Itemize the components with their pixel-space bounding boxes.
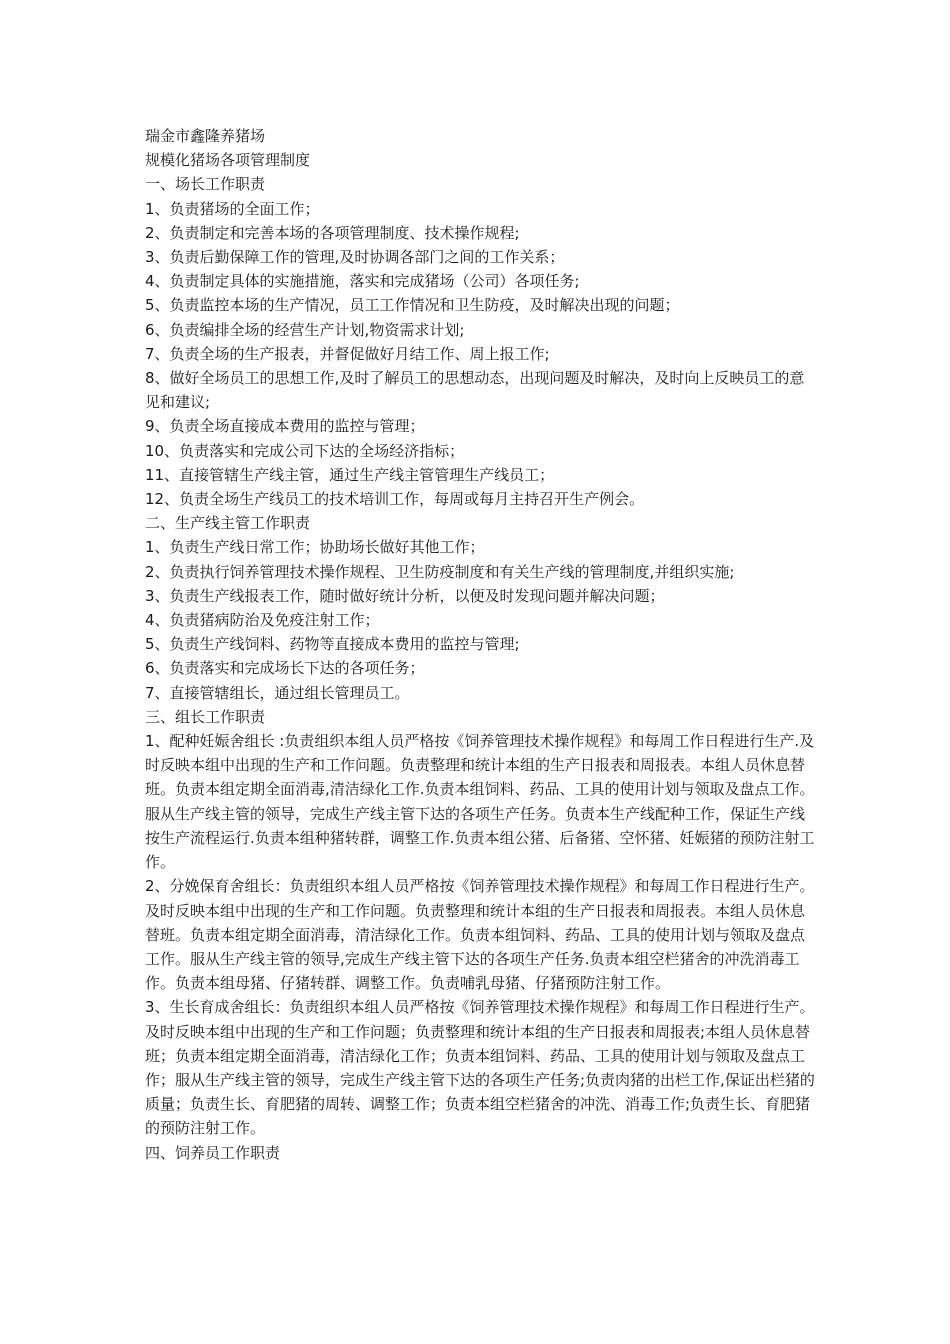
document-subtitle: 规模化猪场各项管理制度 xyxy=(145,151,311,170)
list-item: 5、负责生产线饲料、药物等直接成本费用的监控与管理; xyxy=(145,635,520,654)
document-page xyxy=(145,124,815,1165)
list-item: 2、分娩保育舍组长：负责组织本组人员严格按《饲养管理技术操作规程》和每周工作日程进行生产。及时反映本组中出现的生产和工作问题。负责整理和统计本组的生产日报表和周报表。本组人员休息替班。负责本组定期全面消毒，清洁绿化工作。负责本组饲料、药品、工具的使用计划与领取及盘点工作。服从生产线主管的领导,完成生产线主管下达的各项生产任务.负责本组空栏猪舍的冲洗消毒工作。负责本组母猪、仔猪转群、调整工作。负责哺乳母猪、仔猪预防注射工作。 xyxy=(145,877,815,993)
section-heading: 一、场长工作职责 xyxy=(145,175,266,194)
list-item: 8、做好全场员工的思想工作,及时了解员工的思想动态，出现问题及时解决，及时向上反映员工的意见和建议; xyxy=(145,369,805,412)
list-item: 2、负责制定和完善本场的各项管理制度、技术操作规程; xyxy=(145,223,520,242)
section-heading: 四、饲养员工作职责 xyxy=(145,1143,281,1162)
section-heading: 二、生产线主管工作职责 xyxy=(145,514,311,533)
list-item: 7、直接管辖组长，通过组长管理员工。 xyxy=(145,683,410,702)
list-item: 9、负责全场直接成本费用的监控与管理； xyxy=(145,417,425,436)
section-heading: 三、组长工作职责 xyxy=(145,707,266,726)
list-item: 3、负责生产线报表工作，随时做好统计分析，以便及时发现问题并解决问题； xyxy=(145,586,665,605)
list-item: 10、负责落实和完成公司下达的全场经济指标； xyxy=(145,441,465,460)
list-item: 5、负责监控本场的生产情况，员工工作情况和卫生防疫，及时解决出现的问题； xyxy=(145,296,680,315)
list-item: 3、负责后勤保障工作的管理,及时协调各部门之间的工作关系； xyxy=(145,248,565,267)
list-item: 1、配种妊娠舍组长 :负责组织本组人员严格按《饲养管理技术操作规程》和每周工作日程进行生产.及时反映本组中出现的生产和工作问题。负责整理和统计本组的生产日报表和周报表。本组人员休息替班。负责本组定期全面消毒,清洁绿化工作.负责本组饲料、药品、工具的使用计划与领取及盘点工作。服从生产线主管的领导，完成生产线主管下达的各项生产任务。负责本生产线配种工作，保证生产线按生产流程运行.负责本组种猪转群，调整工作.负责本组公猪、后备猪、空怀猪、妊娠猪的预防注射工作。 xyxy=(145,732,815,872)
list-item: 6、负责落实和完成场长下达的各项任务； xyxy=(145,659,425,678)
list-item: 6、负责编排全场的经营生产计划,物资需求计划; xyxy=(145,320,465,339)
list-item: 4、负责制定具体的实施措施，落实和完成猪场（公司）各项任务; xyxy=(145,272,580,291)
list-item: 4、负责猪病防治及免疫注射工作； xyxy=(145,611,380,630)
list-item: 1、负责生产线日常工作；协助场长做好其他工作； xyxy=(145,538,485,557)
list-item: 3、生长育成舍组长：负责组织本组人员严格按《饲养管理技术操作规程》和每周工作日程进行生产。及时反映本组中出现的生产和工作问题；负责整理和统计本组的生产日报表和周报表;本组人员休息替班；负责本组定期全面消毒，清洁绿化工作；负责本组饲料、药品、工具的使用计划与领取及盘点工作；服从生产线主管的领导，完成生产线主管下达的各项生产任务;负责肉猪的出栏工作,保证出栏猪的质量；负责生长、育肥猪的周转、调整工作；负责本组空栏猪舍的冲洗、消毒工作;负责生长、育肥猪的预防注射工作。 xyxy=(145,998,815,1138)
list-item: 2、负责执行饲养管理技术操作规程、卫生防疫制度和有关生产线的管理制度,并组织实施; xyxy=(145,562,735,581)
list-item: 7、负责全场的生产报表，并督促做好月结工作、周上报工作; xyxy=(145,344,550,363)
document-title: 瑞金市鑫隆养猪场 xyxy=(145,127,266,145)
list-item: 1、负责猪场的全面工作； xyxy=(145,199,320,218)
list-item: 12、负责全场生产线员工的技术培训工作，每周或每月主持召开生产例会。 xyxy=(145,490,645,509)
list-item: 11、直接管辖生产线主管，通过生产线主管管理生产线员工； xyxy=(145,465,555,484)
